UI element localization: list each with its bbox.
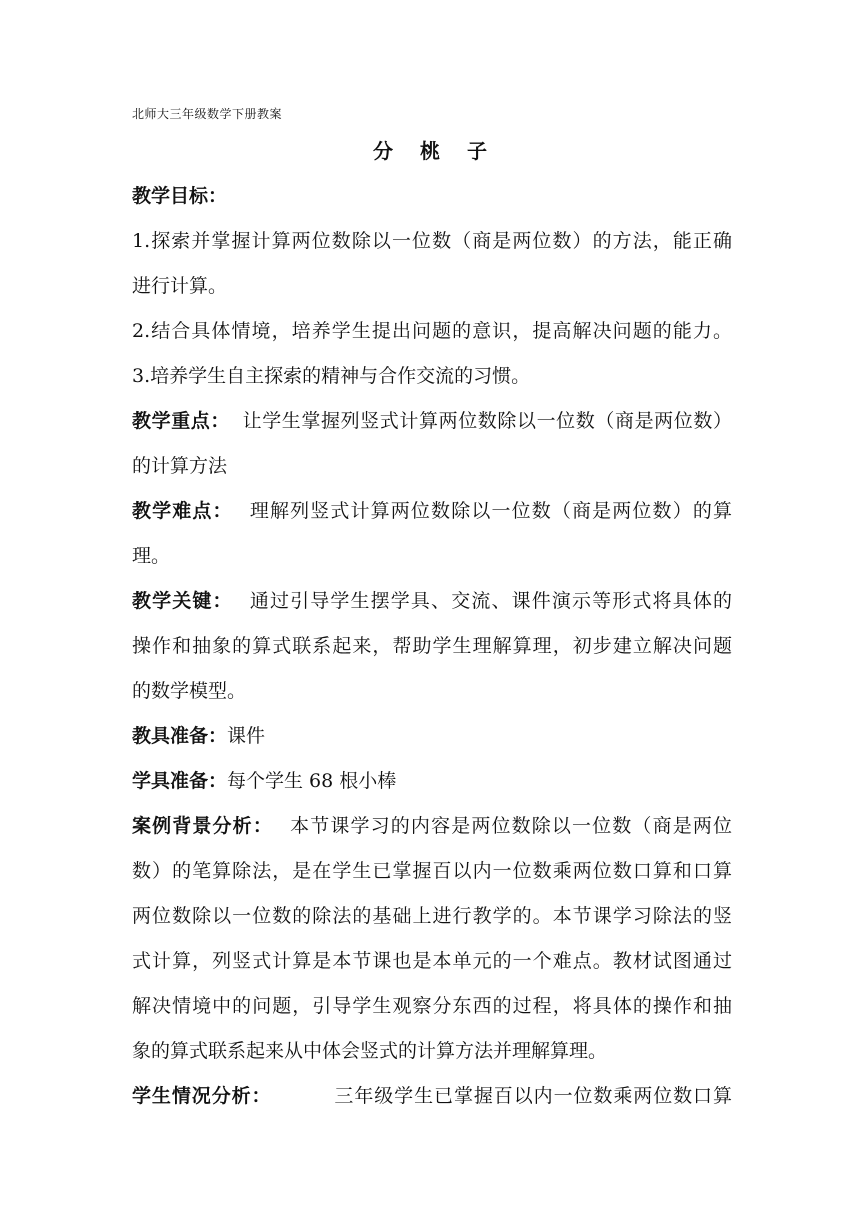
- difficulties-label: 教学难点：: [132, 500, 233, 522]
- student-analysis-text-1: 三年级学生已掌握百以内一位数乘两位数口算: [333, 1085, 732, 1107]
- student-analysis-label: 学生情况分析：: [132, 1085, 272, 1107]
- key-points-label: 教学重点：: [132, 410, 230, 432]
- student-aids-line: [132, 759, 732, 804]
- objectives-heading-line: [132, 174, 732, 219]
- background-line-4: 式计算，列竖式计算是本节课也是本单元的一个难点。教材试图通过: [132, 950, 732, 972]
- teaching-aids-value: 课件: [227, 725, 266, 747]
- objective-1-line-2: 进行计算。: [132, 275, 228, 297]
- objective-1-line-1: 1.探索并掌握计算两位数除以一位数（商是两位数）的方法，能正确: [132, 230, 732, 252]
- key-line-1: [132, 579, 732, 624]
- objective-2: 2.结合具体情境，培养学生提出问题的意识，提高解决问题的能力。: [132, 320, 732, 342]
- document-body: [132, 174, 732, 1119]
- student-aids-label: 学具准备：: [132, 770, 228, 792]
- difficulties-line-1: [132, 489, 732, 534]
- student-analysis-line-1: [132, 1074, 732, 1119]
- teaching-aids-line: [132, 714, 732, 759]
- key-line-3: 的数学模型。: [132, 680, 247, 702]
- document-title: 分 桃 子: [373, 139, 497, 163]
- objective-3: 3.培养学生自主探索的精神与合作交流的习惯。: [132, 365, 531, 387]
- key-label: 教学关键：: [132, 590, 233, 612]
- header-note: 北师大三年级数学下册教案: [132, 107, 283, 121]
- background-line-3: 两位数除以一位数的除法的基础上进行教学的。本节课学习除法的竖: [132, 905, 732, 927]
- difficulties-text-1: 理解列竖式计算两位数除以一位数（商是两位数）的算: [248, 500, 732, 522]
- background-text-1: 本节课学习的内容是两位数除以一位数（商是两位: [288, 815, 732, 837]
- difficulties-line-2: 理。: [132, 545, 171, 567]
- key-points-line-1: [132, 399, 732, 444]
- objectives-label: 教学目标：: [132, 185, 228, 207]
- teaching-aids-label: 教具准备：: [132, 725, 228, 747]
- key-points-line-2: 的计算方法: [132, 455, 228, 477]
- background-line-2: 数）的笔算除法，是在学生已掌握百以内一位数乘两位数口算和口算: [132, 860, 732, 882]
- student-aids-value: 每个学生 68 根小棒: [227, 770, 397, 792]
- background-line-1: [132, 804, 732, 849]
- background-line-6: 象的算式联系起来从中体会竖式的计算方法并理解算理。: [132, 1040, 608, 1062]
- key-text-1: 通过引导学生摆学具、交流、课件演示等形式将具体的: [248, 590, 732, 612]
- key-points-text-1: 让学生掌握列竖式计算两位数除以一位数（商是两位数）: [242, 410, 732, 432]
- background-label: 案例背景分析：: [132, 815, 273, 837]
- key-line-2: 操作和抽象的算式联系起来，帮助学生理解算理，初步建立解决问题: [132, 635, 732, 657]
- background-line-5: 解决情境中的问题，引导学生观察分东西的过程，将具体的操作和抽: [132, 995, 732, 1017]
